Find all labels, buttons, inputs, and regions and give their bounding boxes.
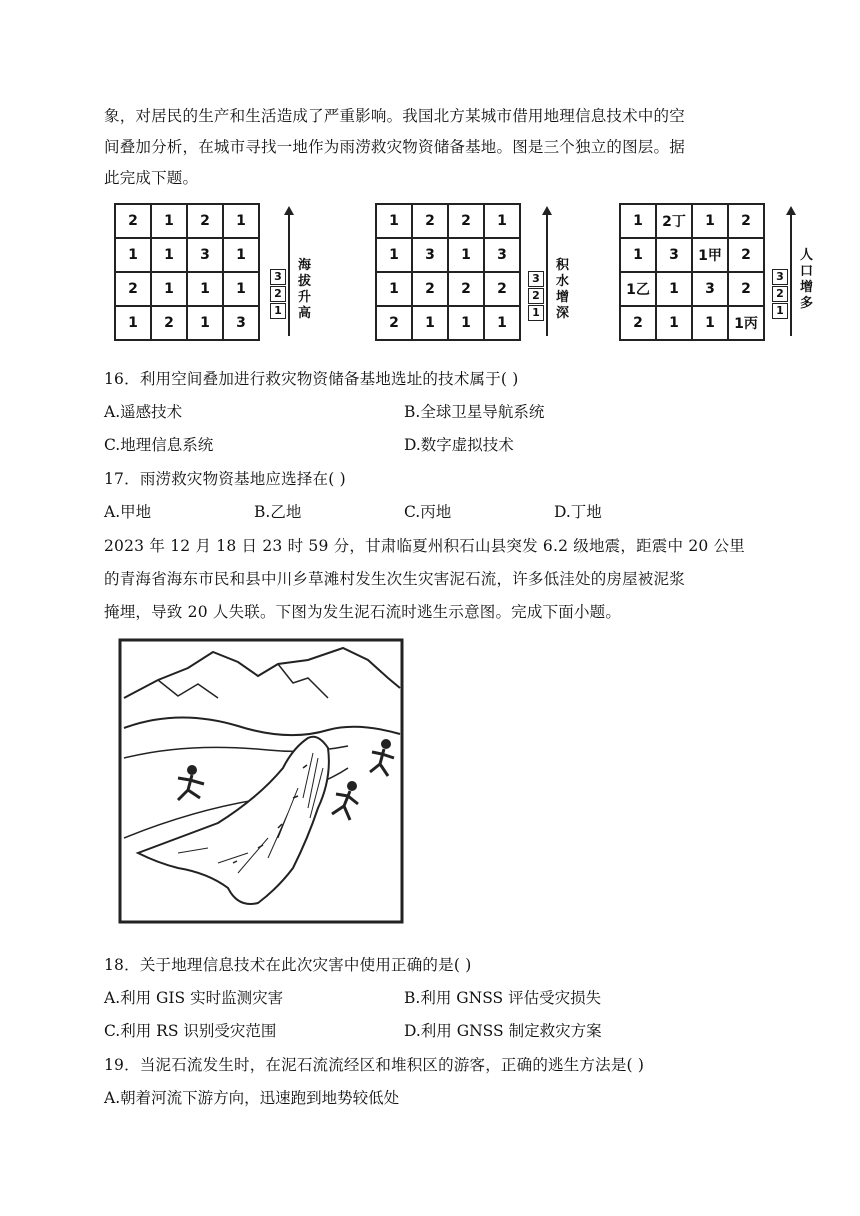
q16-option-d[interactable]: D.数字虚拟技术 — [404, 436, 514, 454]
grid-cell: 2 — [484, 272, 520, 306]
passage2-line-2: 的青海省海东市民和县中川乡草滩村发生次生灾害泥石流，许多低洼处的房屋被泥浆 — [104, 570, 685, 588]
grid-cell: 1 — [484, 204, 520, 238]
passage2-line-3: 掩埋，导致 20 人失联。下图为发生泥石流时逃生示意图。完成下面小题。 — [104, 603, 622, 621]
grid-cell: 1 — [187, 272, 223, 306]
q17-option-b[interactable]: B.乙地 — [254, 503, 302, 521]
grid-cell: 1 — [223, 272, 259, 306]
grid-cell: 1丙 — [728, 306, 764, 340]
layer-label-1: 海拔升高 — [298, 258, 312, 321]
grid-cell: 1 — [656, 272, 692, 306]
legend-level: 2 — [772, 286, 788, 302]
q18-option-b[interactable]: B.利用 GNSS 评估受灾损失 — [404, 989, 602, 1007]
grid-cell: 1 — [151, 204, 187, 238]
legend-level: 1 — [270, 303, 286, 319]
q17-stem: 17．雨涝救灾物资基地应选择在( ) — [104, 470, 346, 488]
legend-level: 1 — [528, 305, 544, 321]
layer-label-2: 积水增深 — [556, 258, 570, 321]
grid-cell: 2 — [376, 306, 412, 340]
q16-stem: 16．利用空间叠加进行救灾物资储备基地选址的技术属于( ) — [104, 370, 519, 388]
q16-option-b[interactable]: B.全球卫星导航系统 — [404, 403, 545, 421]
legend-level: 3 — [270, 269, 286, 285]
grid-cell: 1 — [115, 306, 151, 340]
grid-cell: 3 — [656, 238, 692, 272]
grid-cell: 1 — [223, 204, 259, 238]
grid-cell: 3 — [223, 306, 259, 340]
layer-legend-1 — [270, 268, 286, 319]
grid-cell: 2 — [115, 204, 151, 238]
q17-option-d[interactable]: D.丁地 — [554, 503, 602, 521]
grid-cell: 3 — [692, 272, 728, 306]
legend-level: 1 — [772, 303, 788, 319]
grid-cell: 3 — [484, 238, 520, 272]
grid-cell: 2 — [412, 272, 448, 306]
layer-label-3: 人口增多 — [800, 248, 814, 311]
intro-line-3: 此完成下题。 — [104, 169, 199, 187]
debris-flow-escape-illustration — [118, 638, 404, 924]
q18-option-a[interactable]: A.利用 GIS 实时监测灾害 — [104, 989, 284, 1007]
arrow-up-icon — [288, 214, 290, 336]
grid-cell: 1 — [376, 272, 412, 306]
passage2-line-1: 2023 年 12 月 18 日 23 时 59 分，甘肃临夏州积石山县突发 6.2 级地震，距震中 20 公里 — [104, 537, 745, 555]
grid-cell: 1乙 — [620, 272, 656, 306]
layer-legend-2 — [528, 270, 544, 321]
q17-option-c[interactable]: C.丙地 — [404, 503, 452, 521]
intro-line-2: 间叠加分析，在城市寻找一地作为雨涝救灾物资储备基地。图是三个独立的图层。据 — [104, 138, 685, 156]
grid-cell: 1 — [376, 238, 412, 272]
grid-cell: 2 — [448, 204, 484, 238]
arrow-up-icon — [790, 214, 792, 336]
grid-cell: 1 — [187, 306, 223, 340]
q16-option-a[interactable]: A.遥感技术 — [104, 403, 183, 421]
grid-cell: 1 — [115, 238, 151, 272]
legend-level: 3 — [772, 269, 788, 285]
layer-grid-1 — [114, 203, 260, 341]
intro-line-1: 象，对居民的生产和生活造成了严重影响。我国北方某城市借用地理信息技术中的空 — [104, 107, 685, 125]
grid-cell: 1 — [448, 238, 484, 272]
grid-cell: 2 — [728, 204, 764, 238]
grid-cell: 1 — [412, 306, 448, 340]
grid-cell: 1 — [620, 238, 656, 272]
q17-option-a[interactable]: A.甲地 — [104, 503, 152, 521]
grid-cell: 1 — [656, 306, 692, 340]
grid-cell: 1 — [620, 204, 656, 238]
grid-cell: 1 — [151, 238, 187, 272]
grid-cell: 2 — [620, 306, 656, 340]
legend-level: 2 — [270, 286, 286, 302]
grid-cell: 3 — [187, 238, 223, 272]
grid-cell: 2 — [728, 238, 764, 272]
grid-cell: 1 — [692, 306, 728, 340]
q18-stem: 18．关于地理信息技术在此次灾害中使用正确的是( ) — [104, 956, 472, 974]
grid-cell: 1 — [223, 238, 259, 272]
grid-cell: 2 — [151, 306, 187, 340]
layer-grid-3 — [619, 203, 765, 341]
grid-cell: 1 — [376, 204, 412, 238]
grid-cell: 3 — [412, 238, 448, 272]
legend-level: 2 — [528, 288, 544, 304]
q18-option-d[interactable]: D.利用 GNSS 制定救灾方案 — [404, 1022, 602, 1040]
q19-option-a[interactable]: A.朝着河流下游方向，迅速跑到地势较低处 — [104, 1089, 400, 1107]
q19-stem: 19．当泥石流发生时，在泥石流流经区和堆积区的游客，正确的逃生方法是( ) — [104, 1056, 645, 1074]
grid-cell: 2 — [187, 204, 223, 238]
grid-cell: 2丁 — [656, 204, 692, 238]
grid-cell: 1 — [484, 306, 520, 340]
grid-cell: 2 — [448, 272, 484, 306]
grid-cell: 2 — [115, 272, 151, 306]
q18-option-c[interactable]: C.利用 RS 识别受灾范围 — [104, 1022, 277, 1040]
layer-grid-2 — [375, 203, 521, 341]
layer-legend-3 — [772, 268, 788, 319]
grid-cell: 1甲 — [692, 238, 728, 272]
q16-option-c[interactable]: C.地理信息系统 — [104, 436, 214, 454]
arrow-up-icon — [546, 214, 548, 336]
grid-cell: 1 — [151, 272, 187, 306]
grid-cell: 2 — [412, 204, 448, 238]
grid-cell: 1 — [692, 204, 728, 238]
grid-cell: 2 — [728, 272, 764, 306]
grid-cell: 1 — [448, 306, 484, 340]
legend-level: 3 — [528, 271, 544, 287]
